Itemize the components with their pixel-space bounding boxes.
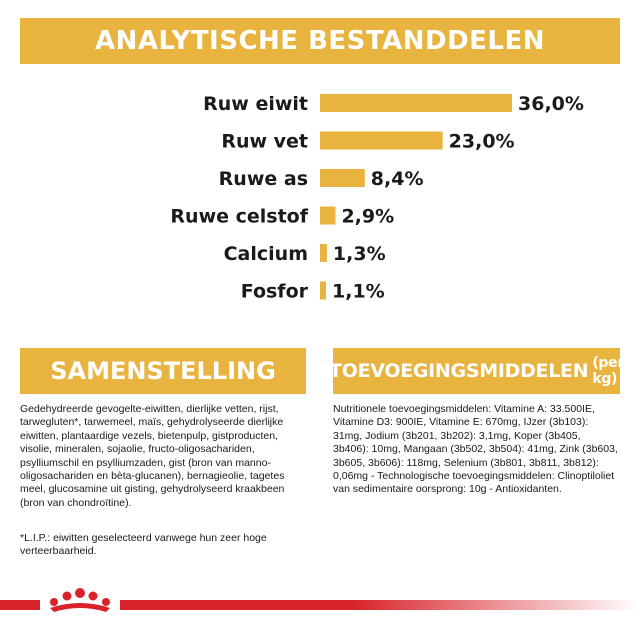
bar: [320, 282, 326, 300]
composition-title: SAMENSTELLING: [50, 357, 276, 385]
category-label: Ruwe as: [218, 168, 308, 190]
additives-title-suffix: (per kg): [592, 355, 624, 387]
analysis-title: ANALYTISCHE BESTANDDELEN: [94, 26, 546, 56]
value-label: 1,1%: [332, 280, 385, 303]
bar: [320, 207, 335, 225]
composition-text: Gedehydreerde gevogelte-eiwitten, dierlijke vetten, rijst, tarwegluten*, tarwemeel, maïs, gehydrolyseerde dierlijke eiwitten, plantaardige vezels, bietenpulp, gistproducten, visolie, mineralen, sojaolie, fructo-oligosachariden, psylliumschil en psylliumzaden, gist (bron van manno-oligosachariden en bèta-glucanen), bernagieolie, tagetes meel, glucosamine uit gisting, gehydrolyseerd kraakbeen (bron van chondroïtine).: [20, 403, 285, 509]
value-label: 2,9%: [341, 205, 395, 228]
bar: [320, 132, 443, 150]
value-label: 36,0%: [518, 93, 584, 115]
value-label: 1,3%: [332, 243, 386, 265]
bar: [320, 94, 512, 112]
additives-title: TOEVOEGINGSMIDDELEN: [329, 360, 589, 382]
category-label: Ruw vet: [221, 130, 308, 153]
crown-logo-icon: [40, 580, 120, 614]
composition-note: *L.I.P.: eiwitten geselecteerd vanwege hun zeer hoge verteerbaarheid.: [20, 532, 267, 558]
category-label: Calcium: [223, 243, 308, 265]
category-label: Ruwe celstof: [170, 205, 308, 228]
category-label: Fosfor: [240, 280, 308, 303]
value-label: 8,4%: [370, 168, 424, 190]
bar: [320, 244, 327, 262]
value-label: 23,0%: [448, 130, 515, 153]
bar: [320, 169, 365, 187]
analysis-bar-chart: [0, 80, 640, 320]
additives-text: Nutritionele toevoegingsmiddelen: Vitamine A: 33.500IE, Vitamine D3: 900IE, Vitamine E: 670mg, IJzer (3b103): 31mg, Jodium (3b201, 3b202): 3,1mg, Koper (3b405, 3b406): 10mg, Mangaan (3b502, 3b504): 41mg, Zink (3b603, 3b605, 3b606): 118mg, Selenium (3b801, 3b811, 3b812): 0,06mg - Technologische toevoegingsmiddelen: Clinoptiloliet van sedimentaire oorsprong: 10g - Antioxidanten.: [333, 403, 618, 496]
additives-title-banner: [329, 348, 624, 394]
category-label: Ruw eiwit: [203, 93, 308, 115]
analysis-title-banner: [20, 18, 620, 64]
composition-title-banner: [20, 348, 306, 394]
